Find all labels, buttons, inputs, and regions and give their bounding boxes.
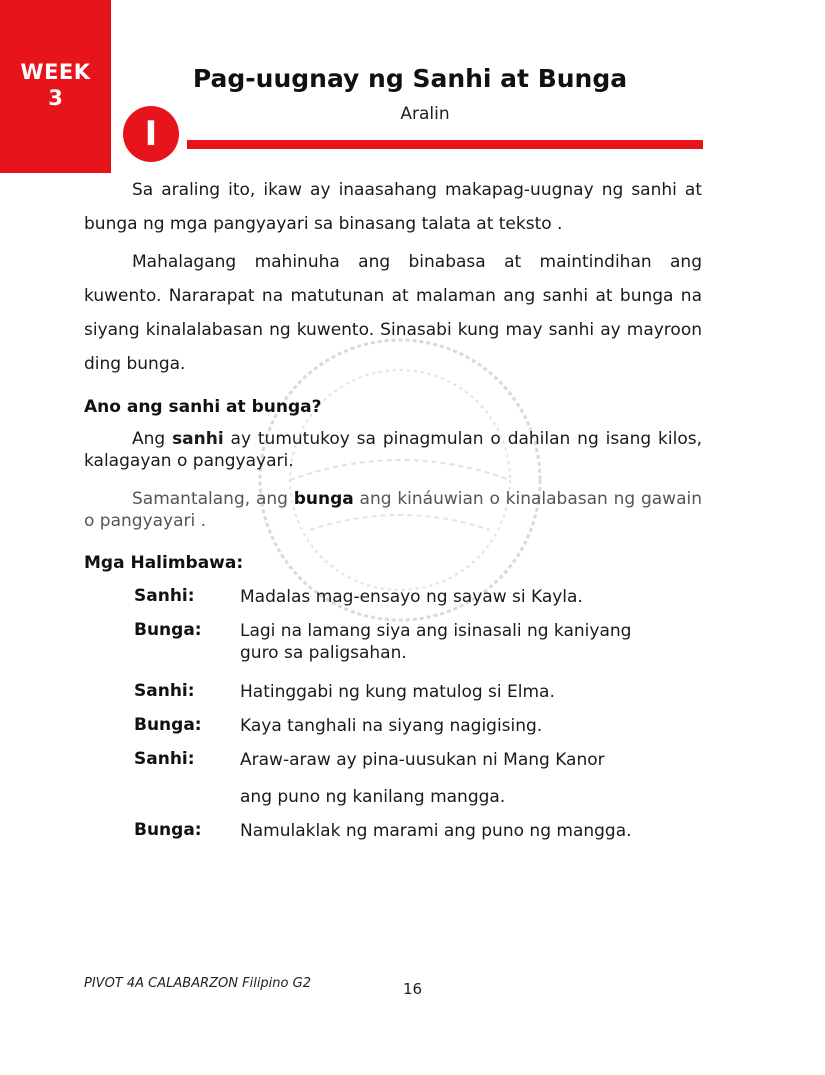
sanhi-definition xyxy=(84,428,702,472)
example-label: Bunga: xyxy=(134,620,202,640)
intro-paragraph-1: Sa araling ito, ikaw ay inaasahang makapag-uugnay ng sanhi at bunga ng mga pangyayari sa binasang talata at teksto . xyxy=(84,180,702,234)
week-tab xyxy=(0,0,111,173)
lesson-subtitle: Aralin xyxy=(400,104,450,124)
example-label: Sanhi: xyxy=(134,749,195,769)
definition-heading: Ano ang sanhi at bunga? xyxy=(84,397,322,417)
week-label: WEEK xyxy=(20,60,91,84)
lesson-title: Pag-uugnay ng Sanhi at Bunga xyxy=(192,64,628,93)
section-badge: I xyxy=(123,106,179,162)
examples-heading: Mga Halimbawa: xyxy=(84,553,244,573)
example-text: Lagi na lamang siya ang isinasali ng kaniyang guro sa paligsahan. xyxy=(240,621,632,663)
bunga-term: bunga xyxy=(293,489,354,509)
example-text: Madalas mag-ensayo ng sayaw si Kayla. xyxy=(240,587,583,607)
bunga-definition xyxy=(84,488,702,532)
example-label: Bunga: xyxy=(134,715,202,735)
example-label: Sanhi: xyxy=(134,586,195,606)
bunga-post: ang kináuwian o kinalabasan ng gawain o pangyayari . xyxy=(84,489,702,531)
example-text-continued: ang puno ng kanilang mangga. xyxy=(240,787,506,807)
intro-paragraph-2: Mahalagang mahinuha ang binabasa at maintindihan ang kuwento. Nararapat na matutunan at malaman ang sanhi at bunga na siyang kinalalabasan ng kuwento. Sinasabi kung may sanhi ay mayroon ding bunga. xyxy=(84,252,702,374)
example-text: Araw-araw ay pina-uusukan ni Mang Kanor xyxy=(240,750,605,770)
sanhi-post: ay tumutukoy sa pinagmulan o dahilan ng isang kilos, kalagayan o pangyayari. xyxy=(84,429,702,471)
sanhi-pre: Ang xyxy=(132,429,173,449)
example-text: Kaya tanghali na siyang nagigising. xyxy=(240,716,543,736)
example-label: Sanhi: xyxy=(134,681,195,701)
page-number: 16 xyxy=(403,980,423,998)
bunga-pre: Samantalang, ang xyxy=(132,489,294,509)
week-number: 3 xyxy=(48,86,63,110)
example-text: Hatinggabi ng kung matulog si Elma. xyxy=(240,682,555,702)
header-rule xyxy=(187,140,703,149)
footer-source: PIVOT 4A CALABARZON Filipino G2 xyxy=(84,976,311,991)
sanhi-term: sanhi xyxy=(172,429,224,449)
example-label: Bunga: xyxy=(134,820,202,840)
example-text: Namulaklak ng marami ang puno ng mangga. xyxy=(240,821,632,841)
